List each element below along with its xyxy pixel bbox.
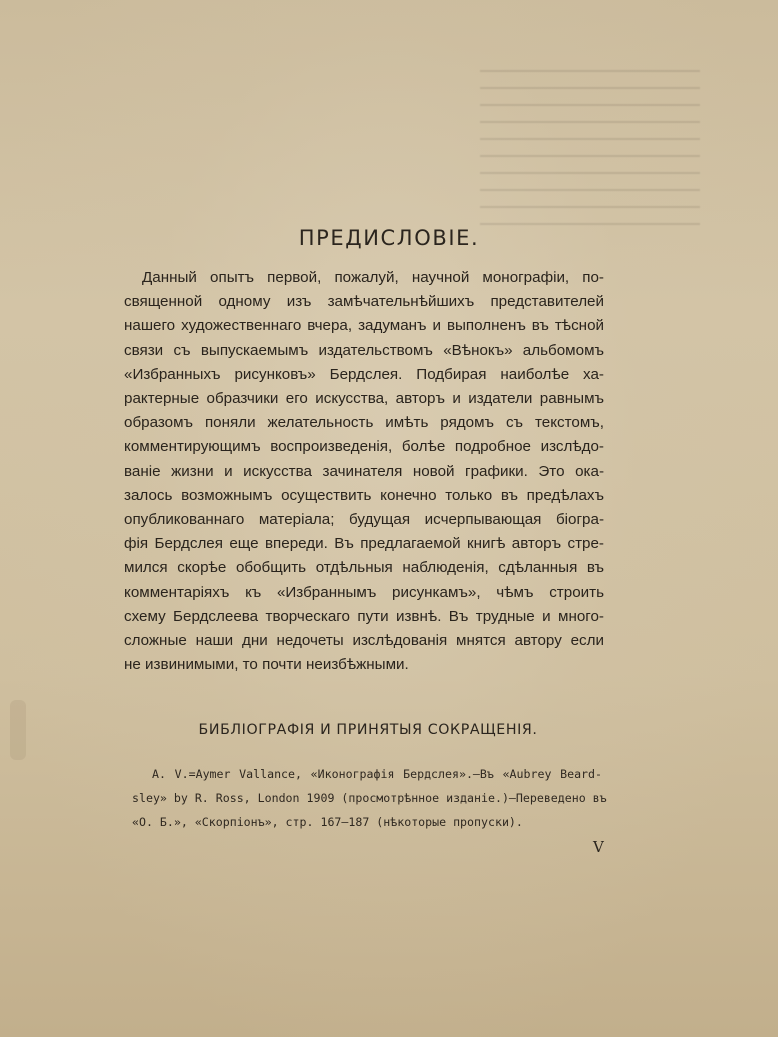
text-line: Данный опытъ первой, пожалуй, научной монографіи, по- [142, 269, 604, 286]
text-line: опубликованнаго матеріала; будущая исчерпывающая біогра- [124, 511, 604, 529]
text-line: ваніе жизни и искусства зачинателя новой графики. Это ока- [124, 462, 604, 480]
text-line: схему Бердслеева творческаго пути извнѣ. Въ трудные и много- [124, 607, 604, 625]
text-line: образомъ поняли желательность имѣть рядомъ съ текстомъ, [124, 414, 604, 432]
bibliography-heading: БИБЛІОГРАФІЯ И ПРИНЯТЫЯ СОКРАЩЕНІЯ. [198, 722, 538, 738]
page-number: V [593, 838, 604, 856]
text-line: комментирующимъ воспроизведенія, болѣе подробное изслѣдо- [124, 438, 604, 456]
text-line: «Избранныхъ рисунковъ» Бердслея. Подбирая наиболѣе ха- [124, 365, 604, 383]
text-line: священной одному изъ замѣчательнѣйшихъ представителей [124, 293, 604, 311]
text-line: сложные наши дни недочеты изслѣдованія мнятся автору если [124, 632, 604, 650]
text-line: связи съ выпускаемымъ издательствомъ «Вѣнокъ» альбомомъ [124, 341, 604, 359]
text-line: комментаріяхъ къ «Избраннымъ рисункамъ», чѣмъ строить [124, 583, 604, 601]
text-line: нашего художественнаго вчера, задуманъ и выполненъ въ тѣсной [124, 317, 604, 335]
bibliography-line: A. V.=Aymer Vallance, «Иконографія Бердслея».—Въ «Aubrey Beard- [152, 767, 602, 781]
bibliography-line: «О. Б.», «Скорпіонъ», стр. 167—187 (нѣкоторые пропуски). [132, 815, 523, 829]
preface-body [124, 266, 604, 677]
bibliography-entry [132, 762, 607, 834]
text-line: рактерные образчики его искусства, авторъ и издатели равнымъ [124, 390, 604, 408]
text-line: залось возможнымъ осуществить конечно только въ предѣлахъ [124, 486, 604, 504]
text-line: мился скорѣе обобщить отдѣльныя наблюденія, сдѣланныя въ [124, 559, 604, 577]
text-line: не извинимыми, то почти неизбѣжными. [124, 656, 409, 674]
text-line: фія Бердслея еще впереди. Въ предлагаемой книгѣ авторъ стре- [124, 535, 604, 553]
bibliography-line: sley» by R. Ross, London 1909 (просмотрѣнное изданіе.)—Переведено въ [132, 791, 607, 805]
preface-heading: ПРЕДИСЛОВІЕ. [298, 226, 480, 250]
